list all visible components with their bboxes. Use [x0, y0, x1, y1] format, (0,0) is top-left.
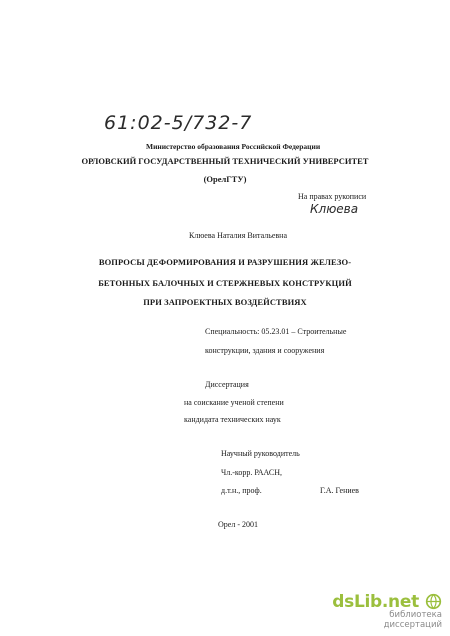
dslib-watermark[interactable]	[332, 592, 442, 630]
supervisor-name: Г.А. Гениев	[320, 486, 359, 495]
university-abbreviation: (ОрелГТУ)	[203, 174, 247, 184]
title-line-1: ВОПРОСЫ ДЕФОРМИРОВАНИЯ И РАЗРУШЕНИЯ ЖЕЛЕЗО-	[98, 257, 352, 267]
specialty-line-1: Специальность: 05.23.01 – Строительные	[205, 327, 347, 336]
watermark-subtitle: библиотека диссертаций	[383, 610, 442, 630]
degree-line-1: на соискание ученой степени	[184, 398, 284, 407]
supervisor-degree: д.т.н., проф.	[221, 486, 262, 495]
ministry-line: Министерство образования Российской Федерации	[146, 142, 321, 151]
supervisor-rank: Чл.-корр. РААСН,	[221, 468, 283, 477]
degree-line-2: кандидата технических наук	[184, 415, 281, 424]
author-name: Клюева Наталия Витальевна	[189, 231, 287, 240]
city-year: Орел - 2001	[218, 520, 258, 529]
handwritten-stamp: 61:02-5/732-7	[104, 112, 253, 134]
supervisor-label: Научный руководитель	[221, 449, 300, 458]
signature: Клюева	[310, 202, 359, 216]
specialty-line-2: конструкции, здания и сооружения	[205, 346, 325, 355]
title-line-2: БЕТОННЫХ БАЛОЧНЫХ И СТЕРЖНЕВЫХ КОНСТРУКЦИЙ	[98, 278, 352, 288]
manuscript-note: На правах рукописи	[298, 192, 367, 201]
dissertation-label: Диссертация	[205, 380, 249, 389]
globe-icon	[425, 593, 442, 610]
university-name: ОРЛОВСКИЙ ГОСУДАРСТВЕННЫЙ ТЕХНИЧЕСКИЙ УНИВЕРСИТЕТ	[81, 156, 369, 166]
watermark-logo: dsLib.net	[332, 592, 419, 612]
title-line-3: ПРИ ЗАПРОЕКТНЫХ ВОЗДЕЙСТВИЯХ	[143, 297, 307, 307]
